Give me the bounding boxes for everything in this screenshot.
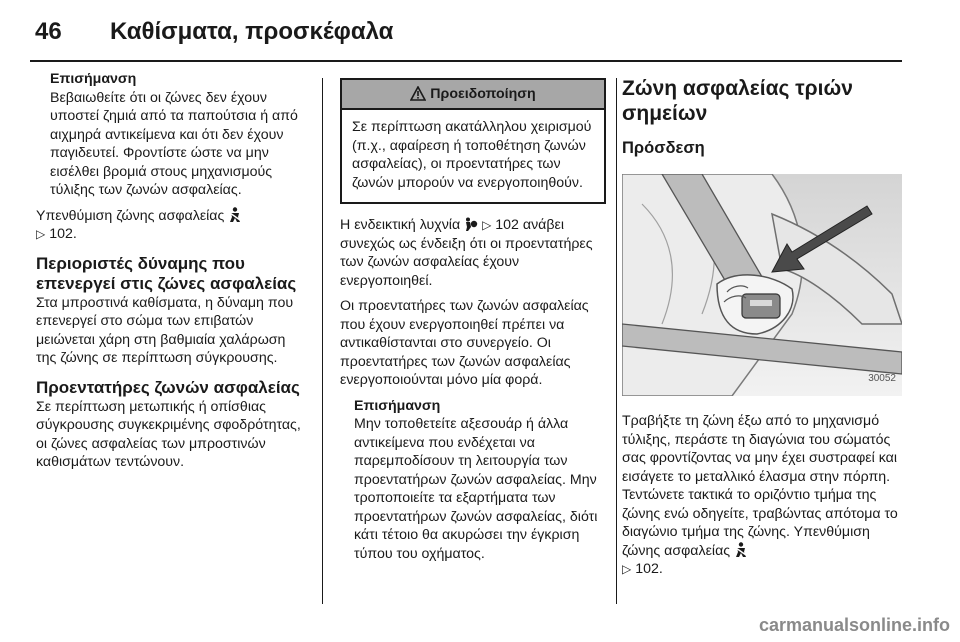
header-rule: [30, 60, 902, 62]
figure-number: 30052: [868, 372, 896, 384]
reminder-reference[interactable]: [622, 561, 663, 577]
illustration-drawing: [622, 174, 902, 396]
column-3: [622, 70, 904, 586]
section-text-force-limiters: Στα μπροστινά καθίσματα, η δύναμη που επενεργεί στο σώμα των επιβατών μειώνεται χάρη στη βαθμιαία χαλάρωση της ζώνης σε περίπτωση σύγκρουσης.: [36, 294, 294, 366]
reference-arrow-icon: ▷: [622, 562, 632, 576]
warning-box: [340, 78, 606, 204]
warning-text: Σε περίπτωση ακατάλληλου χειρισμού (π.χ., αφαίρεση ή τοποθέτηση ζωνών ασφαλείας), οι προεντατήρες των ζωνών μπορούν να ενεργοποιηθούν.: [352, 119, 592, 191]
section-heading-force-limiters: Περιοριστές δύναμης που επενεργεί στις ζώνες ασφαλείας: [36, 253, 297, 293]
note-block: [36, 70, 308, 200]
indicator-ref-page: 102: [495, 217, 519, 233]
fastening-text: [622, 412, 904, 579]
fastening-body: Τραβήξτε τη ζώνη έξω από το μηχανισμό τύλιξης, περάστε τη διαγώνια του σώματός σας φροντίζοντας να μην έχει συστραφεί και εισάγετε το μεταλλικό έλασμα στην πόρπη. Τεντώνετε τακτικά το οριζόντιο τμήμα της ζώνης ενώ οδηγείτε, τραβώντας απότομα το διαγώνιο τμήμα της ζώνης.: [622, 413, 898, 540]
indicator-reference[interactable]: [482, 217, 519, 233]
reference-arrow-icon: ▷: [482, 218, 492, 232]
seatbelt-reminder-icon: [734, 542, 748, 558]
section-text-pretensioners: Σε περίπτωση μετωπικής ή οπίσθιας σύγκρουσης συγκεκριμένης σφοδρότητας, οι ζώνες ασφαλείας των μπροστινών καθισμάτων τεντώνουν.: [36, 398, 301, 470]
reminder-text: Υπενθύμιση ζώνης ασφαλείας: [622, 524, 870, 559]
note-title: Επισήμανση: [354, 397, 441, 414]
reminder-ref-page: 102.: [49, 226, 77, 242]
replacement-paragraph: Οι προεντατήρες των ζωνών ασφαλείας που έχουν ενεργοποιηθεί πρέπει να αντικαθίστανται στο συνεργείο. Οι προεντατήρες των ζωνών ασφαλείας ενεργοποιούνται μόνο μία φορά.: [340, 298, 589, 388]
reminder-reference[interactable]: [36, 226, 77, 242]
note-text: Μην τοποθετείτε αξεσουάρ ή άλλα αντικείμενα που ενδέχεται να παρεμποδίσουν τη λειτουργία των προεντατήρων ζωνών ασφαλείας. Μην τροποποιείτε τα εξαρτήματα των προεντατήρων ζωνών ασφαλείας, διότι κάτι τέτοιο θα ακυρώσει την έγκριση τύπου του οχήματος.: [354, 416, 598, 562]
indicator-text-a: Η ενδεικτική λυχνία: [340, 217, 461, 233]
warning-triangle-icon: [410, 86, 426, 101]
column-2: [340, 70, 606, 570]
column-divider-right: [616, 78, 617, 604]
warning-header: [342, 80, 604, 110]
seatbelt-fastening-illustration: [622, 174, 902, 396]
note-title: Επισήμανση: [50, 71, 137, 87]
column-divider-left: [322, 78, 323, 604]
seatbelt-reminder-icon: [228, 207, 242, 223]
reminder-paragraph: [36, 207, 308, 244]
reminder-text: Υπενθύμιση ζώνης ασφαλείας: [36, 207, 225, 224]
subheading-fastening: Πρόσδεση: [622, 139, 705, 157]
warning-title: Προειδοποίηση: [430, 86, 536, 102]
note-block: [340, 397, 606, 564]
column-1: [36, 70, 308, 479]
note-text: Βεβαιωθείτε ότι οι ζώνες δεν έχουν υποστεί ζημιά από τα παπούτσια ή από αιχμηρά αντικείμενα και ότι δεν έχουν παγιδευτεί. Φροντίστε ώστε να μην εισέλθει βρομιά στους μηχανισμούς τύλιξης των ζωνών ασφαλείας.: [50, 89, 298, 198]
page-title: Καθίσματα, προσκέφαλα: [110, 18, 394, 45]
watermark: carmanualsonline.info: [758, 615, 950, 635]
indicator-paragraph: [340, 216, 606, 290]
section-heading-pretensioners: Προεντατήρες ζωνών ασφαλείας: [36, 377, 300, 397]
section-heading-three-point-belt: Ζώνη ασφαλείας τριών σημείων: [622, 77, 853, 125]
indicator-text-b: ανάβει συνεχώς ως ένδειξη ότι οι προεντατήρες των ζωνών ασφαλείας έχουν ενεργοποιηθεί.: [340, 217, 593, 289]
reminder-ref-page: 102.: [635, 561, 663, 577]
reference-arrow-icon: ▷: [36, 227, 46, 241]
page-header: [0, 0, 960, 62]
page-number: 46: [35, 18, 62, 45]
airbag-pretensioner-icon: [464, 217, 478, 232]
